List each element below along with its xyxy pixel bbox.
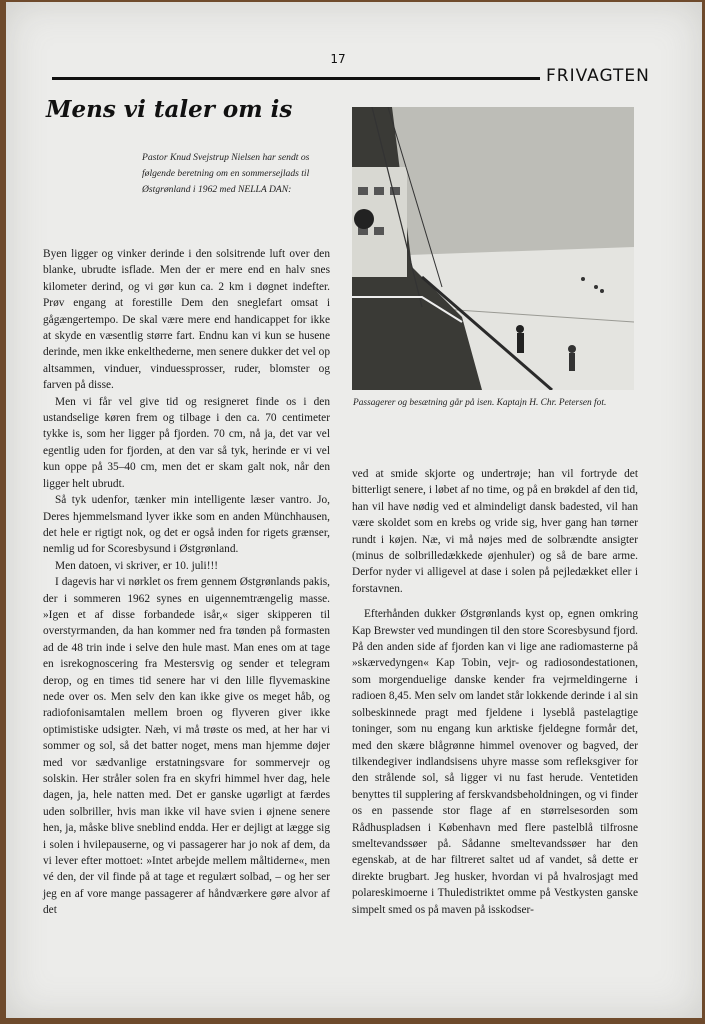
paragraph: Men vi får vel give tid og resigneret finde os i den ustandselige køren frem og tilbage i den ca. 70 centimeter tykke is, som her ligger på fjorden. 70 cm, nå ja, det var vel egentlig uden for fjorden, at den var så tyk, herinde er vi vel kun oppe på 35–40 cm, men det er skam galt nok, når den ligger helt ubrudt. [43,395,330,490]
paragraph: I dagevis har vi nørklet os frem gennem Østgrønlands pakis, der i sommeren 1962 synes en uigennemtrængelig masse. »Igen et af disse forbandede isår,« siger skipperen til overstyrmanden, da han kommer ned fra tønden på formasten ad de 48 trin inde i selve den hule mast. Man enes om at tage en isrekognoscering fra Mestersvig og sender et telegram derop, og en times tid senere har vi den lille flyvemaskine nede over os. Men selv den kan ikke give os meget håb, og radiofonisamtalen mellem broen og flyveren giver ikke optimistiske udsigter. Næh, vi må trøste os med, at her har vi sommer og sol, så det batter noget, mens man hjemme døjer med vor sædvanlige erstatningsvare for sommervejr og solskin. Her stråler solen fra en skyfri himmel hver dag, hele dagen, ja, hele natten med. Det er ganske ugørligt at færdes uden solbriller, hvis man ikke vil have svien i øjnene senere hen, ja, måske blive sneblind endda. Her er dejligt at lægge sig i solen i hvilepauserne, og vi passagerer har jo nok af dem, da vi lever efter mottoet: »Intet arbejde mellem måltiderne«, men vé den, der vil finde på at tage et regulært solbad, – og her ser jeg en af vore mange passagerer af håndværkere gøre alvor af det [43,576,330,917]
page-number: 17 [330,52,346,66]
photo-caption: Passagerer og besætning går på isen. Kaptajn H. Chr. Petersen fot. [353,398,607,408]
article-byline: Pastor Knud Svejstrup Nielsen har sendt os følgende beretning om en sommersejlads til Østgrønland i 1962 med NELLA DAN: [142,152,310,195]
header-rule [52,77,540,80]
left-column [43,246,330,919]
right-column [352,466,638,918]
paragraph: ved at smide skjorte og undertrøje; han vil fortryde det bitterligt senere, i løbet af no time, og på en brøkdel af den tid, han vil have nødig ved et almindeligt dansk badested, vil han være skoldet som en krebs og vride sig, hver gang han tørner rundt i køjen. Næ, vi må nøjes med de solbrændte ansigter (minus de solbrilledækkede øjenhuler) og så de bare arme. Derfor nyder vi alligevel at dase i solen på pejledækket eller i forstavnen. [352,468,638,595]
photo-illustration [352,107,634,390]
running-head: FRIVAGTEN [546,66,650,86]
article-title: Mens vi taler om is [46,96,293,123]
paragraph: Så tyk udenfor, tænker min intelligente læser vantro. Jo, Deres hjemmelsmand lyver ikke som en anden Münchhausen, det hele er rigtigt nok, og det er også inden for rigets grænser, nemlig ud for Scoresbysund i Østgrønland. [43,494,330,556]
paragraph: Efterhånden dukker Østgrønlands kyst op, egnen omkring Kap Brewster ved mundingen til den store Scoresbysund fjord. På den anden side af fjorden kan vi lige ane radiomasterne på »skærvedyngen« Kap Tobin, vejr- og radiosondestationen, som morgenduelige danske kender fra vejrmeldingerne i radioen 8,45. Men selv om landet står lokkende derinde i al sin solbeskinnede pragt med fjeldene i lyseblå pastelagtige toninger, som nu engang kun arktiske fjeldegne formår det, med den skære blågrønne himmel ovenover og bagved, der tilkendegiver indlandsisens uhyre masse som refleksgiver for den strålende sol, så ligger vi nu fast herude. Ventetiden benyttes til supplering af ferskvandsbeholdningen, og vi finder os en passende stor flage af en størrelsesorden som Rådhuspladsen i København med flere pastelblå tilfrosne smeltevandssøer på. Sådanne smeltevandssøer har den egenskab, at de har filtreret saltet ud af vandet, så dette er direkte brugbart. Jeg husker, hvordan vi på hvalrosjagt med polareskimoerne i Thuledistriktet omme på Vestkysten ganske simpelt smed os på maven på isskodser- [352,608,638,916]
paragraph: Byen ligger og vinker derinde i den solsitrende luft over den blanke, ubrudte isflade. Men der er mere end en halv snes kilometer derind, og vi gør kun ca. 2 km i døgnet indefter. Prøv engang at forestille Dem den sneglefart omsat i gågængertempo. De skal være mere end handicappet for ikke at skyde en væsentlig større fart. Endnu kan vi kun se husene derinde, men ikke enkelthederne, men senere dukker det vel op altsammen, vinduer, vinduessprosser, ruder, blomster og farven på disse. [43,248,330,392]
ship-ice-photo [352,107,634,390]
paragraph: Men datoen, vi skriver, er 10. juli!!! [55,559,219,572]
